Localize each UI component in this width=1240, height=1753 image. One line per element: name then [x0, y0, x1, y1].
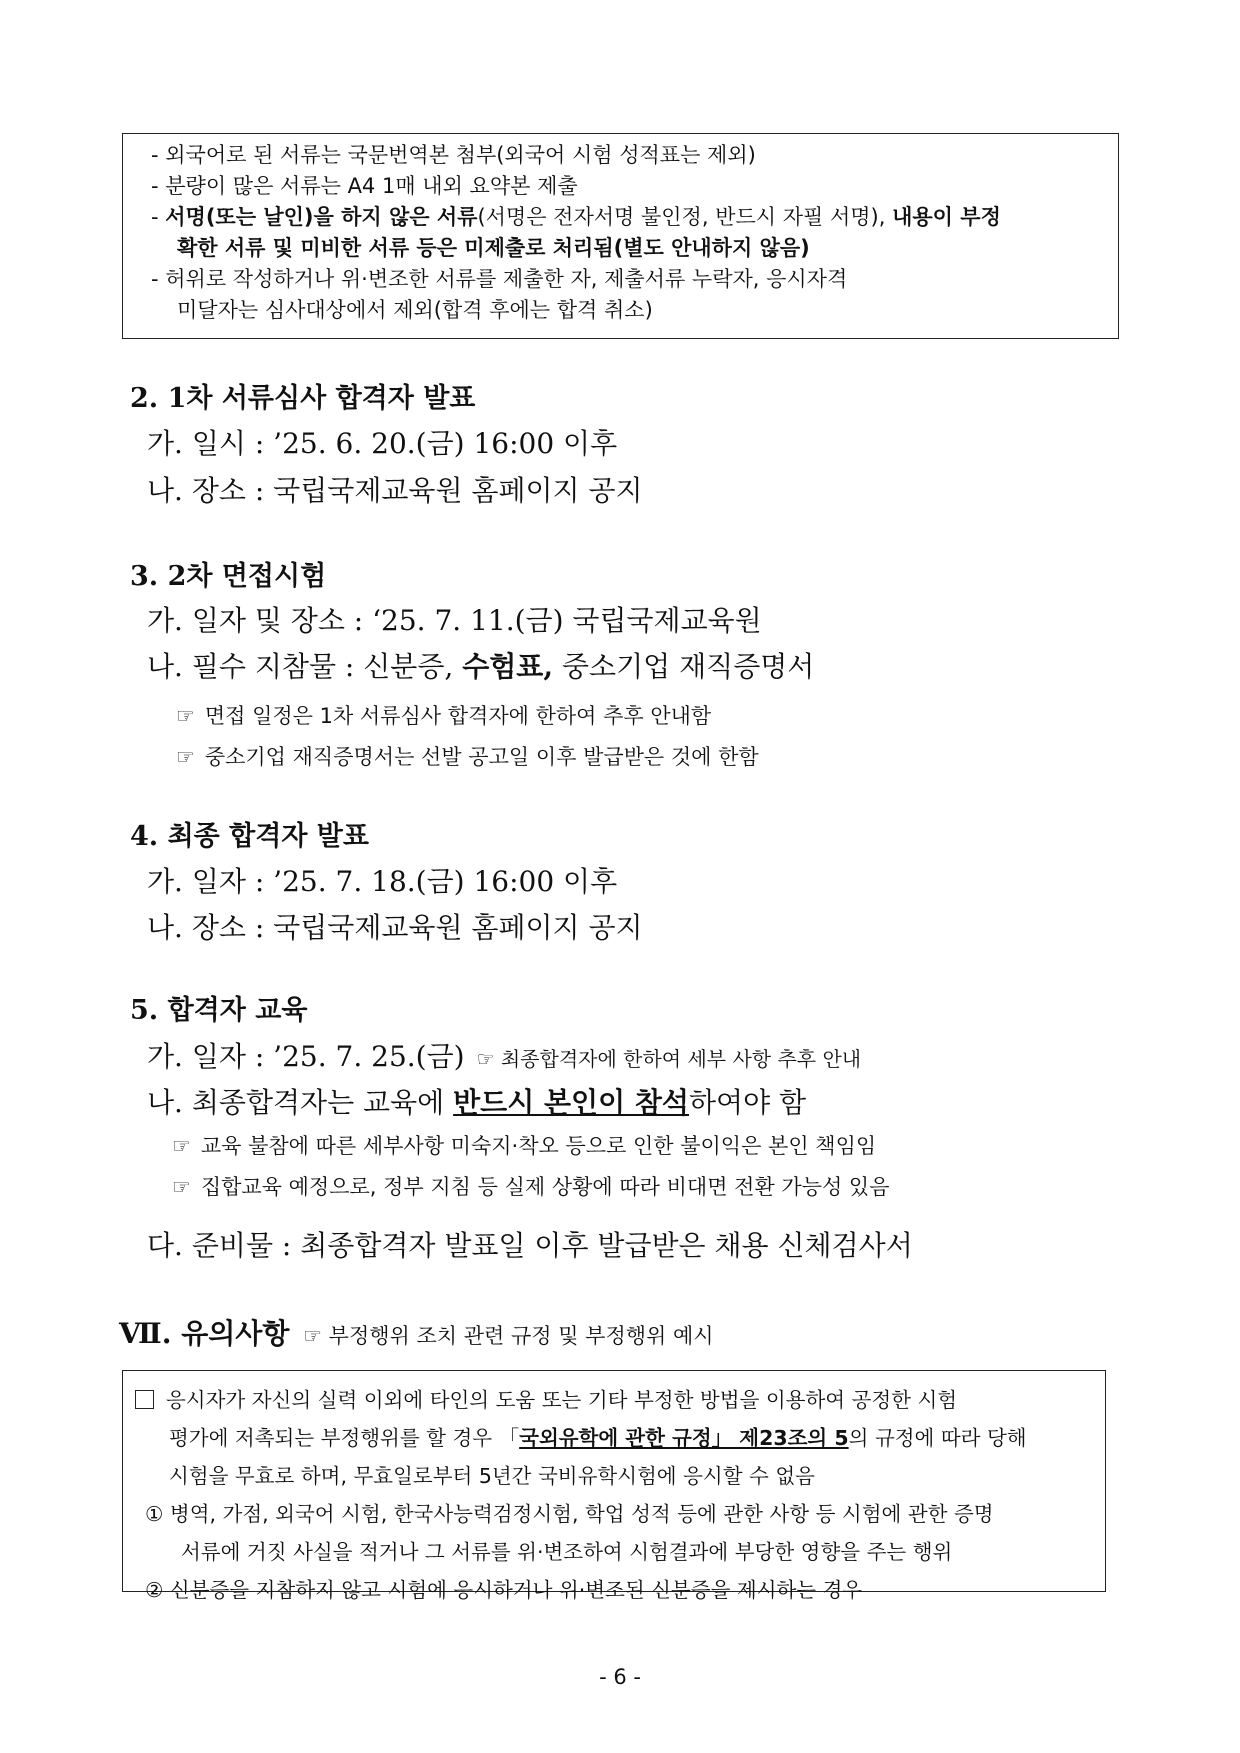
section-5-item-a: 가. 일자 : ’25. 7. 25.(금) ☞ 최종합격자에 한하여 세부 사항 추후 안내	[147, 1040, 862, 1073]
underlined-emphasis: 반드시 본인이 참석	[453, 1086, 689, 1119]
box2-line: ② 신분증을 지참하지 않고 시험에 응시하거나 위·변조된 신분증을 제시하는 경우	[145, 1578, 863, 1602]
section-3-item-b: 나. 필수 지참물 : 신분증, 수험표, 중소기업 재직증명서	[147, 650, 815, 683]
page-number: - 6 -	[599, 1665, 641, 1689]
section-3-item-a: 가. 일자 및 장소 : ‘25. 7. 11.(금) 국립국제교육원	[147, 604, 762, 637]
note: ☞ 면접 일정은 1차 서류심사 합격자에 한하여 추후 안내함	[176, 704, 712, 728]
cautions-box	[122, 1370, 1106, 1602]
checkbox-icon	[135, 1390, 154, 1409]
pointing-hand-icon: ☞	[476, 1047, 495, 1071]
box2-line: ① 병역, 가점, 외국어 시험, 한국사능력검정시험, 학업 성적 등에 관한 사항 등 시험에 관한 증명	[145, 1502, 994, 1526]
pointing-hand-icon: ☞	[176, 704, 195, 728]
section-2-item-b: 나. 장소 : 국립국제교육원 홈페이지 공지	[147, 474, 643, 507]
box2-line: 시험을 무효로 하며, 무효일로부터 5년간 국비유학시험에 응시할 수 없음	[169, 1464, 815, 1488]
section-title-7: Ⅶ. 유의사항 ☞ 부정행위 조치 관련 규정 및 부정행위 예시	[119, 1317, 714, 1350]
section-title-5: 5. 합격자 교육	[130, 995, 308, 1026]
pointing-hand-icon: ☞	[176, 745, 195, 769]
box1-line: - 서명(또는 날인)을 하지 않은 서류(서명은 전자서명 불인정, 반드시 자필 서명), 내용이 부정	[151, 205, 1001, 229]
section-4-item-a: 가. 일자 : ’25. 7. 18.(금) 16:00 이후	[147, 865, 618, 898]
box1-line: 확한 서류 및 미비한 서류 등은 미제출로 처리됨(별도 안내하지 않음)	[177, 236, 810, 260]
section-title-4: 4. 최종 합격자 발표	[130, 821, 369, 852]
bold-text: 서명(또는 날인)을 하지 않은 서류	[165, 205, 478, 229]
section-title-3: 3. 2차 면접시험	[130, 561, 327, 592]
section-title-2: 2. 1차 서류심사 합격자 발표	[130, 383, 476, 414]
section-2-item-a: 가. 일시 : ’25. 6. 20.(금) 16:00 이후	[147, 427, 618, 460]
note: ☞ 집합교육 예정으로, 정부 지침 등 실제 상황에 따라 비대면 전환 가능성 있음	[172, 1175, 890, 1199]
box1-line: - 외국어로 된 서류는 국문번역본 첨부(외국어 시험 성적표는 제외)	[151, 143, 756, 167]
pointing-hand-icon: ☞	[172, 1134, 191, 1158]
bold-text: 내용이 부정	[892, 205, 1001, 229]
box1-line: 미달자는 심사대상에서 제외(합격 후에는 합격 취소)	[177, 298, 653, 322]
requirements-box	[122, 133, 1119, 339]
regulation-reference: 국외유학에 관한 규정」 제23조의 5	[519, 1426, 849, 1450]
section-4-item-b: 나. 장소 : 국립국제교육원 홈페이지 공지	[147, 911, 643, 944]
pointing-hand-icon: ☞	[303, 1324, 322, 1348]
section-5-item-b: 나. 최종합격자는 교육에 반드시 본인이 참석하여야 함	[147, 1086, 807, 1119]
box2-line: 서류에 거짓 사실을 적거나 그 서류를 위·변조하여 시험결과에 부당한 영향을 주는 행위	[181, 1540, 953, 1564]
section-5-item-c: 다. 준비물 : 최종합격자 발표일 이후 발급받은 채용 신체검사서	[147, 1229, 913, 1262]
note: ☞ 중소기업 재직증명서는 선발 공고일 이후 발급받은 것에 한함	[176, 745, 759, 769]
pointing-hand-icon: ☞	[172, 1175, 191, 1199]
box1-line: - 분량이 많은 서류는 A4 1매 내외 요약본 제출	[151, 174, 578, 198]
box2-line: 응시자가 자신의 실력 이외에 타인의 도움 또는 기타 부정한 방법을 이용하여 공정한 시험	[135, 1381, 1093, 1419]
box2-line: 평가에 저촉되는 부정행위를 할 경우 「국외유학에 관한 규정」 제23조의 5의 규정에 따라 당해	[169, 1426, 1027, 1450]
box1-line: - 허위로 작성하거나 위·변조한 서류를 제출한 자, 제출서류 누락자, 응시자격	[151, 267, 848, 291]
note: ☞ 교육 불참에 따른 세부사항 미숙지·착오 등으로 인한 불이익은 본인 책임임	[172, 1134, 877, 1158]
